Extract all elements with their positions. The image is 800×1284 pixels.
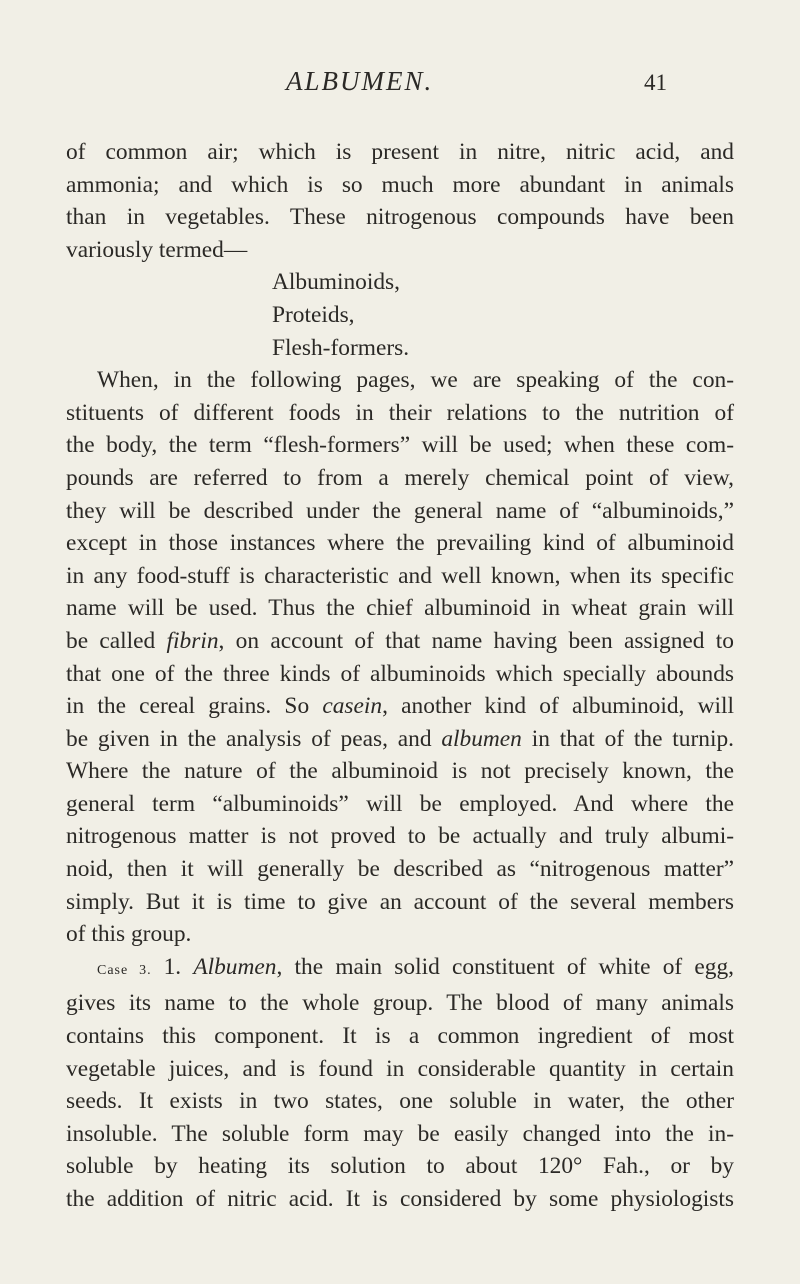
text-line: ammonia; and which is so much more abundant in animals: [66, 171, 734, 198]
text-line: that one of the three kinds of albuminoids which specially abounds: [66, 660, 734, 687]
albumen-heading-term: Albumen: [193, 953, 277, 980]
intro-paragraph: [66, 136, 734, 266]
text-line: [66, 723, 734, 756]
text-line: [66, 690, 734, 723]
text-line: of this group.: [66, 921, 192, 948]
case-side-note: Case 3.: [97, 962, 152, 978]
text-line: they will be described under the general name of “albuminoids,”: [66, 497, 734, 524]
text-line: [66, 951, 734, 988]
text-line: general term “albuminoids” will be employed. And where the: [66, 790, 734, 817]
text-run: in that of the turnip.: [521, 725, 734, 752]
text-line: contains this component. It is a common ingredient of most: [66, 1023, 734, 1050]
albumen-paragraph: [66, 951, 734, 1216]
fibrin-term: fibrin: [166, 627, 219, 654]
text-line: except in those instances where the prevailing kind of albuminoid: [66, 530, 734, 557]
item-number: 1.: [163, 953, 194, 980]
albumen-term: albumen: [441, 725, 522, 752]
text-line: variously termed—: [66, 236, 248, 263]
text-line: the addition of nitric acid. It is considered by some physiologists: [66, 1186, 734, 1212]
text-line: than in vegetables. These nitrogenous compounds have been: [66, 204, 734, 231]
text-line: stituents of different foods in their relations to the nutrition of: [66, 399, 734, 426]
text-line: noid, then it will generally be described as “nitrogenous matter”: [66, 856, 734, 883]
terminology-paragraph: [66, 364, 734, 951]
page-number: 41: [644, 70, 667, 95]
text-run: , the main solid constituent of white of egg,: [276, 953, 734, 980]
text-line: pounds are referred to from a merely chemical point of view,: [66, 464, 734, 491]
text-line: insoluble. The soluble form may be easily changed into the in-: [66, 1120, 734, 1147]
text-run: be given in the analysis of peas, and: [66, 725, 442, 752]
running-head: ALBUMEN.: [286, 66, 434, 96]
text-line: nitrogenous matter is not proved to be actually and truly albumi-: [66, 823, 734, 850]
text-run: be called: [66, 627, 167, 654]
text-line: in any food-stuff is characteristic and well known, when its specific: [66, 562, 734, 589]
term-item: Albuminoids,: [272, 269, 401, 296]
text-line: seeds. It exists in two states, one soluble in water, the other: [66, 1088, 734, 1115]
text-line: [66, 625, 734, 658]
text-run: , on account of that name having been assigned to: [218, 627, 734, 654]
text-line: vegetable juices, and is found in considerable quantity in certain: [66, 1055, 734, 1082]
text-line: soluble by heating its solution to about 120° Fah., or by: [66, 1153, 734, 1180]
term-item: Flesh-formers.: [272, 334, 410, 361]
body-text: [66, 136, 734, 1216]
text-line: simply. But it is time to give an account of the several members: [66, 888, 734, 915]
text-line: Where the nature of the albuminoid is not precisely known, the: [66, 758, 734, 785]
term-list: [66, 266, 734, 364]
text-line: the body, the term “flesh-formers” will be used; when these com-: [66, 432, 734, 459]
text-line: of common air; which is present in nitre, nitric acid, and: [66, 139, 734, 165]
text-line: gives its name to the whole group. The blood of many animals: [66, 990, 734, 1017]
page-header: [0, 66, 800, 106]
text-line: name will be used. Thus the chief albuminoid in wheat grain will: [66, 595, 734, 622]
text-run: in the cereal grains. So: [66, 693, 323, 720]
casein-term: casein: [322, 693, 383, 720]
text-line: When, in the following pages, we are speaking of the con-: [97, 367, 734, 394]
text-run: , another kind of albuminoid, will: [382, 693, 734, 720]
term-item: Proteids,: [272, 301, 355, 328]
